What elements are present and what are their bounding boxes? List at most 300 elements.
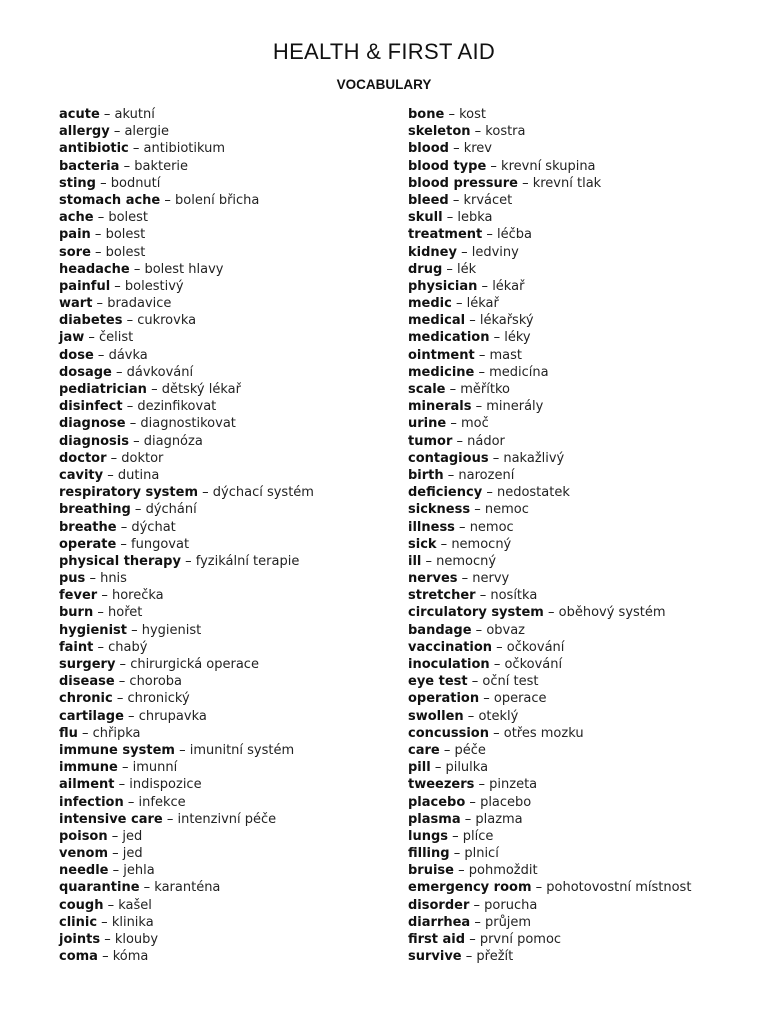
entry-separator: –: [122, 399, 138, 415]
entry-separator: –: [111, 364, 127, 380]
czech-translation: krevní tlak: [532, 175, 602, 191]
czech-translation: nemocný: [436, 553, 497, 569]
entry-separator: –: [457, 571, 473, 587]
entry-separator: –: [467, 674, 483, 690]
english-term: blood type: [408, 158, 487, 174]
vocabulary-entry: [408, 261, 758, 278]
entry-separator: –: [110, 278, 125, 294]
vocabulary-entry: [408, 656, 758, 673]
english-term: ill: [408, 553, 422, 569]
entry-separator: –: [139, 880, 155, 896]
vocabulary-entry: [408, 776, 758, 793]
entry-separator: –: [470, 124, 486, 140]
czech-translation: obvaz: [486, 622, 526, 638]
czech-translation: jed: [122, 846, 143, 862]
entry-separator: –: [114, 674, 130, 690]
entry-separator: –: [477, 278, 493, 294]
entry-separator: –: [114, 777, 130, 793]
czech-translation: imunitní systém: [189, 742, 295, 758]
english-term: immune: [59, 760, 118, 776]
english-term: bacteria: [59, 158, 120, 174]
entry-separator: –: [97, 588, 112, 604]
entry-separator: –: [448, 192, 464, 208]
english-term: hygienist: [59, 622, 127, 638]
entry-separator: –: [446, 416, 461, 432]
vocabulary-entry: [59, 794, 389, 811]
vocabulary-entry: [408, 209, 758, 226]
english-term: ache: [59, 210, 94, 226]
english-term: kidney: [408, 244, 457, 260]
czech-translation: medicína: [489, 364, 549, 380]
vocabulary-entry: [59, 879, 389, 896]
czech-translation: měřítko: [460, 382, 510, 397]
entry-separator: –: [442, 210, 458, 226]
english-term: chronic: [59, 691, 113, 707]
czech-translation: dýchat: [131, 519, 176, 535]
czech-translation: plazma: [475, 811, 523, 827]
vocabulary-entry: [408, 415, 758, 432]
vocabulary-entry: [59, 742, 389, 759]
vocabulary-entry: [59, 776, 389, 793]
entry-separator: –: [482, 227, 498, 243]
vocabulary-entry: [408, 879, 758, 896]
english-term: quarantine: [59, 880, 140, 896]
czech-translation: bolest: [105, 227, 146, 243]
czech-translation: očkování: [506, 639, 565, 655]
czech-translation: krvácet: [463, 192, 513, 208]
czech-translation: lékařský: [479, 313, 534, 329]
english-term: vaccination: [408, 639, 492, 655]
english-term: fever: [59, 588, 98, 604]
czech-translation: plíce: [462, 828, 494, 844]
vocabulary-entry: [408, 329, 758, 346]
english-term: stretcher: [408, 588, 476, 604]
english-term: skull: [408, 210, 443, 226]
czech-translation: horečka: [111, 588, 164, 604]
czech-translation: bodnutí: [110, 175, 161, 191]
english-term: nerves: [408, 571, 458, 587]
vocabulary-entry: [59, 381, 389, 398]
czech-translation: průjem: [484, 914, 532, 930]
vocabulary-entry: [408, 226, 758, 243]
entry-separator: –: [474, 777, 490, 793]
vocabulary-entry: [408, 536, 758, 553]
czech-translation: dezinfikovat: [137, 399, 217, 415]
entry-separator: –: [465, 932, 480, 947]
czech-translation: alergie: [124, 124, 170, 140]
english-term: acute: [59, 107, 100, 122]
entry-separator: –: [479, 691, 494, 707]
entry-separator: –: [99, 107, 115, 122]
vocabulary-entry: [408, 295, 758, 312]
vocabulary-entry: [408, 931, 758, 948]
english-term: operate: [59, 536, 117, 552]
entry-separator: –: [146, 382, 162, 397]
czech-translation: pohmoždit: [468, 863, 538, 879]
vocabulary-entry: [408, 433, 758, 450]
english-term: painful: [59, 278, 111, 294]
entry-separator: –: [90, 227, 106, 243]
english-term: joints: [59, 932, 101, 947]
entry-separator: –: [116, 536, 132, 552]
vocabulary-entry: [408, 708, 758, 725]
vocabulary-entry: [59, 433, 389, 450]
vocabulary-list-left: [59, 106, 389, 965]
entry-separator: –: [108, 863, 124, 879]
english-term: immune system: [59, 742, 175, 758]
english-term: breathing: [59, 502, 131, 518]
english-term: disinfect: [59, 399, 123, 415]
vocabulary-entry: [408, 312, 758, 329]
english-term: allergy: [59, 124, 110, 140]
entry-separator: –: [448, 828, 463, 844]
vocabulary-entry: [59, 226, 389, 243]
english-term: cough: [59, 897, 104, 913]
czech-translation: imunní: [132, 760, 178, 776]
english-term: concussion: [408, 725, 489, 741]
vocabulary-entry: [408, 604, 758, 621]
english-term: diabetes: [59, 313, 123, 329]
english-term: disease: [59, 674, 115, 690]
vocabulary-entry: [408, 467, 758, 484]
english-term: medical: [408, 313, 466, 329]
czech-translation: minerály: [486, 399, 544, 415]
entry-separator: –: [454, 519, 470, 535]
czech-translation: choroba: [129, 674, 182, 690]
english-term: antibiotic: [59, 141, 129, 157]
czech-translation: diagnostikovat: [140, 416, 236, 432]
entry-separator: –: [117, 760, 133, 776]
czech-translation: dutina: [117, 467, 160, 483]
czech-translation: bolení břicha: [175, 192, 260, 208]
czech-translation: nervy: [472, 571, 510, 587]
english-term: bleed: [408, 192, 449, 208]
english-term: medicine: [408, 364, 475, 380]
czech-translation: indispozice: [129, 777, 202, 793]
czech-translation: porucha: [484, 897, 538, 913]
entry-separator: –: [93, 639, 109, 655]
vocabulary-entry: [59, 519, 389, 536]
english-term: sickness: [408, 502, 471, 518]
entry-separator: –: [130, 502, 146, 518]
vocabulary-entry: [408, 364, 758, 381]
vocabulary-entry: [59, 329, 389, 346]
english-term: diagnosis: [59, 433, 129, 449]
vocabulary-entry: [59, 931, 389, 948]
vocabulary-entry: [408, 897, 758, 914]
entry-separator: –: [475, 588, 491, 604]
czech-translation: bradavice: [107, 296, 172, 312]
english-term: burn: [59, 605, 94, 621]
english-term: bruise: [408, 863, 454, 879]
czech-translation: péče: [454, 742, 486, 758]
czech-translation: ledviny: [471, 244, 519, 260]
english-term: flu: [59, 725, 78, 741]
english-term: diagnose: [59, 416, 126, 432]
czech-translation: placebo: [480, 794, 532, 810]
czech-translation: první pomoc: [479, 932, 562, 947]
entry-separator: –: [470, 502, 485, 518]
czech-translation: klinika: [111, 914, 154, 930]
czech-translation: bakterie: [134, 158, 189, 174]
vocabulary-entry: [59, 312, 389, 329]
english-term: ailment: [59, 777, 115, 793]
czech-translation: hnis: [100, 571, 127, 587]
entry-separator: –: [469, 897, 485, 913]
vocabulary-entry: [59, 295, 389, 312]
czech-translation: bolest hlavy: [144, 261, 224, 277]
page-title: HEALTH & FIRST AID: [272, 39, 496, 64]
english-term: needle: [59, 863, 109, 879]
vocabulary-entry: [59, 828, 389, 845]
entry-separator: –: [461, 949, 477, 965]
czech-translation: lékař: [492, 278, 525, 294]
english-term: pediatrician: [59, 382, 147, 397]
vocabulary-entry: [59, 622, 389, 639]
entry-separator: –: [122, 313, 138, 329]
vocabulary-entry: [408, 244, 758, 261]
vocabulary-entry: [59, 570, 389, 587]
vocabulary-entry: [408, 347, 758, 364]
czech-translation: pohotovostní místnost: [546, 880, 692, 896]
vocabulary-entry: [408, 914, 758, 931]
czech-translation: krev: [463, 141, 492, 157]
english-term: drug: [408, 261, 443, 277]
vocabulary-entry: [59, 347, 389, 364]
entry-separator: –: [451, 296, 467, 312]
entry-separator: –: [436, 536, 452, 552]
english-term: headache: [59, 261, 130, 277]
entry-separator: –: [85, 571, 101, 587]
czech-translation: akutní: [114, 107, 155, 122]
entry-separator: –: [128, 433, 144, 449]
czech-translation: dýchací systém: [212, 485, 314, 501]
czech-translation: oběhový systém: [558, 605, 666, 621]
entry-separator: –: [100, 932, 115, 947]
entry-separator: –: [474, 364, 490, 380]
entry-separator: –: [125, 416, 141, 432]
vocabulary-entry: [59, 501, 389, 518]
czech-translation: chronický: [127, 691, 190, 707]
entry-separator: –: [448, 141, 464, 157]
entry-separator: –: [471, 622, 487, 638]
vocabulary-entry: [408, 484, 758, 501]
entry-separator: –: [116, 519, 132, 535]
entry-separator: –: [452, 433, 468, 449]
vocabulary-entry: [59, 415, 389, 432]
entry-separator: –: [456, 244, 472, 260]
english-term: pill: [408, 760, 431, 776]
czech-translation: nosítka: [490, 588, 538, 604]
vocabulary-entry: [59, 158, 389, 175]
czech-translation: oteklý: [478, 708, 519, 724]
czech-translation: hořet: [108, 605, 143, 621]
english-term: clinic: [59, 914, 98, 930]
czech-translation: chřipka: [92, 725, 141, 741]
vocabulary-entry: [408, 673, 758, 690]
entry-separator: –: [439, 742, 455, 758]
entry-separator: –: [443, 467, 459, 483]
english-term: medic: [408, 296, 452, 312]
entry-separator: –: [489, 330, 505, 346]
vocabulary-entry: [59, 536, 389, 553]
entry-separator: –: [470, 914, 485, 930]
entry-separator: –: [531, 880, 547, 896]
entry-separator: –: [97, 949, 113, 965]
czech-translation: mast: [489, 347, 522, 363]
english-term: coma: [59, 949, 98, 965]
vocabulary-entry: [408, 501, 758, 518]
english-term: urine: [408, 416, 447, 432]
english-term: infection: [59, 794, 124, 810]
czech-translation: pilulka: [445, 760, 489, 776]
english-term: dose: [59, 347, 94, 363]
entry-separator: –: [430, 760, 446, 776]
czech-translation: bolest: [105, 244, 146, 260]
czech-translation: oční test: [482, 674, 539, 690]
czech-translation: nemocný: [451, 536, 512, 552]
english-term: breathe: [59, 519, 117, 535]
entry-separator: –: [84, 330, 100, 346]
english-term: lungs: [408, 828, 449, 844]
czech-translation: intenzivní péče: [177, 811, 277, 827]
vocabulary-entry: [408, 106, 758, 123]
czech-translation: karanténa: [154, 880, 221, 896]
entry-separator: –: [543, 605, 559, 621]
czech-translation: očkování: [504, 657, 563, 672]
entry-separator: –: [488, 725, 504, 741]
czech-translation: fyzikální terapie: [195, 553, 300, 569]
english-term: medication: [408, 330, 490, 346]
entry-separator: –: [445, 382, 461, 397]
czech-translation: dávkování: [126, 364, 194, 380]
entry-separator: –: [107, 828, 123, 844]
vocabulary-entry: [59, 364, 389, 381]
czech-translation: otřes mozku: [503, 725, 584, 741]
english-term: deficiency: [408, 485, 483, 501]
english-term: pus: [59, 571, 86, 587]
vocabulary-entry: [408, 587, 758, 604]
english-term: sting: [59, 175, 96, 191]
vocabulary-entry: [408, 845, 758, 862]
entry-separator: –: [174, 742, 190, 758]
vocabulary-entry: [59, 244, 389, 261]
czech-translation: fungovat: [131, 536, 190, 552]
vocabulary-entry: [59, 140, 389, 157]
czech-translation: chirurgická operace: [130, 657, 259, 672]
entry-separator: –: [106, 450, 122, 466]
czech-translation: kóma: [112, 949, 149, 965]
english-term: minerals: [408, 399, 472, 415]
czech-translation: lékař: [466, 296, 499, 312]
entry-separator: –: [93, 605, 108, 621]
vocabulary-entry: [408, 140, 758, 157]
english-term: skeleton: [408, 124, 471, 140]
vocabulary-entry: [59, 845, 389, 862]
czech-translation: doktor: [121, 450, 164, 466]
vocabulary-entry: [408, 862, 758, 879]
entry-separator: –: [474, 347, 490, 363]
vocabulary-entry: [59, 948, 389, 965]
vocabulary-entry: [59, 450, 389, 467]
vocabulary-entry: [408, 622, 758, 639]
czech-translation: plnicí: [464, 846, 499, 862]
english-term: wart: [59, 296, 93, 312]
czech-translation: přežít: [476, 949, 514, 965]
vocabulary-list-right: [408, 106, 758, 965]
entry-separator: –: [109, 124, 125, 140]
czech-translation: lék: [457, 261, 477, 277]
vocabulary-entry: [59, 897, 389, 914]
entry-separator: –: [442, 261, 458, 277]
entry-separator: –: [444, 107, 460, 122]
entry-separator: –: [123, 794, 139, 810]
entry-separator: –: [108, 846, 123, 862]
entry-separator: –: [453, 863, 469, 879]
english-term: eye test: [408, 674, 468, 690]
vocabulary-entry: [59, 587, 389, 604]
english-term: faint: [59, 639, 94, 655]
vocabulary-entry: [408, 450, 758, 467]
czech-translation: lebka: [457, 210, 493, 226]
vocabulary-entry: [408, 828, 758, 845]
english-term: stomach ache: [59, 192, 161, 208]
vocabulary-entry: [59, 914, 389, 931]
english-term: scale: [408, 382, 446, 397]
vocabulary-entry: [59, 604, 389, 621]
entry-separator: –: [103, 897, 119, 913]
english-term: sore: [59, 244, 91, 260]
english-term: surgery: [59, 657, 116, 672]
vocabulary-entry: [59, 278, 389, 295]
entry-separator: –: [517, 175, 533, 191]
english-term: ointment: [408, 347, 475, 363]
english-term: circulatory system: [408, 605, 544, 621]
vocabulary-entry: [408, 175, 758, 192]
entry-separator: –: [93, 210, 109, 226]
czech-translation: nakažlivý: [503, 450, 565, 466]
czech-translation: nemoc: [469, 519, 514, 535]
page-subtitle: VOCABULARY: [336, 77, 432, 92]
english-term: inoculation: [408, 657, 490, 672]
english-term: treatment: [408, 227, 483, 243]
vocabulary-entry: [59, 759, 389, 776]
vocabulary-entry: [59, 123, 389, 140]
english-term: poison: [59, 828, 108, 844]
czech-translation: jed: [122, 828, 143, 844]
entry-separator: –: [421, 553, 437, 569]
vocabulary-entry: [59, 811, 389, 828]
english-term: venom: [59, 846, 109, 862]
vocabulary-entry: [408, 742, 758, 759]
english-term: swollen: [408, 708, 464, 724]
entry-separator: –: [115, 657, 131, 672]
entry-separator: –: [123, 708, 139, 724]
vocabulary-entry: [408, 553, 758, 570]
english-term: emergency room: [408, 880, 532, 896]
vocabulary-entry: [59, 484, 389, 501]
entry-separator: –: [488, 450, 504, 466]
vocabulary-entry: [59, 690, 389, 707]
english-term: diarrhea: [408, 914, 471, 930]
entry-separator: –: [489, 657, 505, 672]
entry-separator: –: [198, 485, 213, 501]
czech-translation: nemoc: [484, 502, 529, 518]
vocabulary-entry: [59, 862, 389, 879]
czech-translation: nádor: [467, 433, 505, 449]
vocabulary-entry: [408, 381, 758, 398]
english-term: contagious: [408, 450, 489, 466]
